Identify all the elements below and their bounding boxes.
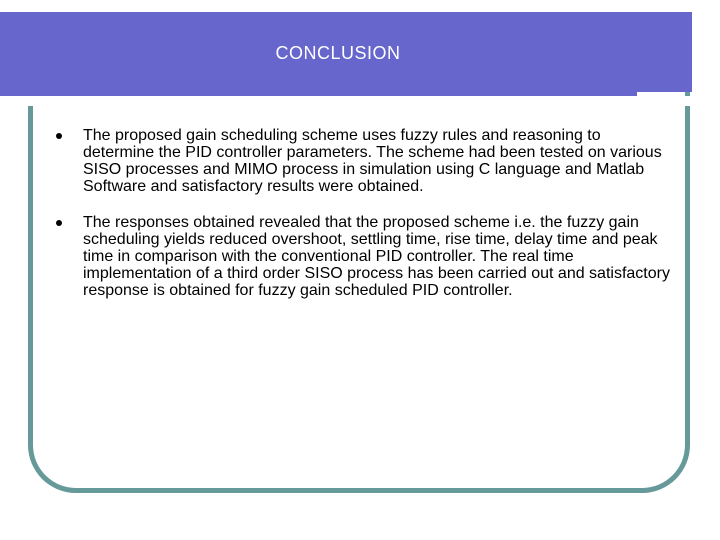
bullet-dot-icon — [56, 220, 62, 226]
header-rule — [0, 92, 637, 96]
header-gap — [0, 96, 700, 106]
bullet-item — [54, 214, 674, 299]
slide-title: CONCLUSION — [275, 43, 401, 63]
bullet-list — [54, 127, 674, 318]
bullet-text: The responses obtained revealed that the proposed scheme i.e. the fuzzy gain scheduling yields reduced overshoot, settling time, rise time, delay time and peak time in comparison with the conventional PID controller. The real time implementation of a third order SISO process has been carried out and satisfactory response is obtained for fuzzy gain scheduled PID controller. — [83, 214, 670, 299]
bullet-dot-icon — [56, 133, 62, 139]
bullet-text: The proposed gain scheduling scheme uses fuzzy rules and reasoning to determine the PID controller parameters. The scheme had been tested on various SISO processes and MIMO process in simulation using C language and Matlab Software and satisfactory results were obtained. — [83, 127, 662, 195]
header-band — [0, 12, 692, 92]
bullet-item — [54, 127, 674, 195]
